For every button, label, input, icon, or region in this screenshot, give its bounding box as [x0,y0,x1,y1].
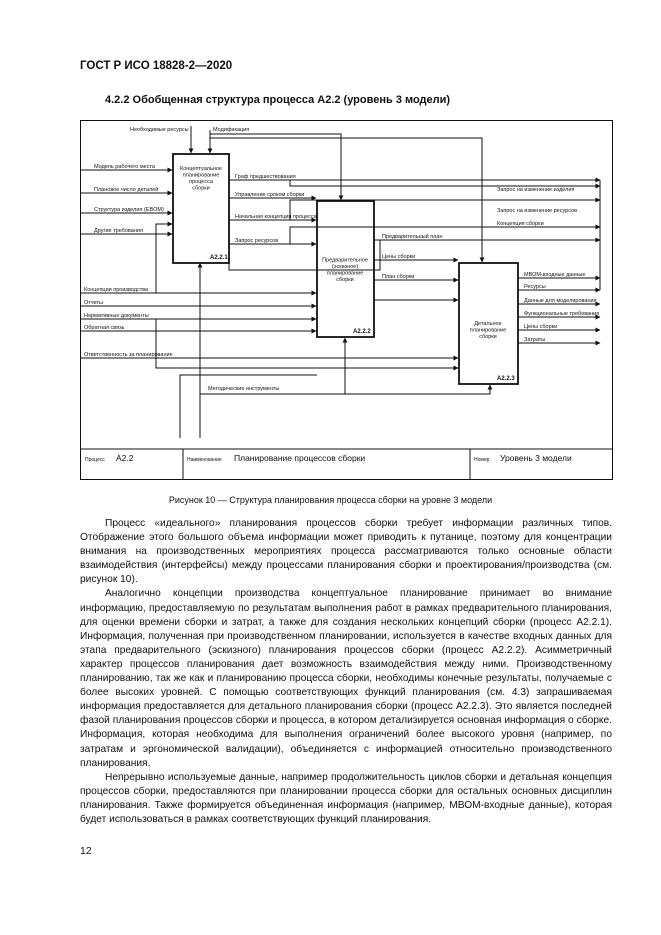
output-label-mbom: МВОМ-входные данные [524,272,586,278]
output-label-costs: Затраты [524,337,546,343]
page-number: 12 [80,845,92,857]
box2-number: A2.2.2 [353,329,371,335]
document-header: ГОСТ Р ИСО 18828-2—2020 [80,60,233,72]
output-label-assembly-time: Управление сроком сборки [235,192,305,198]
footer-node-label: Процесс [85,457,105,463]
idef0-svg [80,120,613,480]
input-label-other-requirements: Другие требования [94,228,143,234]
paragraph-1: Процесс «идеального» планирования процессов сборки требует информации различных типов. Отображение этого большого объема информации может приводить к путанице, поэтому для концентрации внимания на производственных мероприятиях процесса рассматриваются только основные области взаимодействия (интерфейсы) между процессами планирования сборки и проектирования/производства (см. рисунок 10). [80,518,612,586]
footer-name-value: Планирование процессов сборки [234,453,366,463]
input-label-production-concepts: Концепции производства [84,287,149,293]
control-label-modification: Модификация [213,127,250,133]
paragraph-2: Аналогично концепции производства концептуальное планирование принимает во внимание информацию, предоставляемую по результатам выполнения работ в рамках предварительного планирования, для оценки времени сборки и затрат, а также для создания нескольких концепций сборки (процесс A2.2.1). Информация, полученная при производственном планировании, используется в качестве входных данных для этапа предварительного (эскизного) планирования процессов сборки (процесс A2.2.2). Асимметричный характер процессов планирования дает возможность взаимодействия между ними. Производственному планированию, так же как и планированию процесса сборки, необходимы конечные результаты, получаемые с более высоких уровней. С помощью соответствующих функций планирования (см. 4.3) запрашиваемая информация предоставляется для детального планирования сборки (процесс A2.2.3). Это является последней фазой планирования процессов сборки и процесса, в котором детализируется основная информация о сборке. Информация, которая необходима для выполнения ограничений более высокого уровня (например, по затратам и эргономической валидации), объединяется с информацией относительно производственного планирования. [80,588,612,769]
output-label-assembly-concept: Концепция сборки [497,221,544,227]
section-title: 4.2.2 Обобщенная структура процесса А2.2 (уровень 3 модели) [105,94,451,106]
input-label-workplace-model: Модель рабочего места [94,164,155,170]
box3-number: A2.2.3 [497,376,515,382]
paragraph-3: Непрерывно используемые данные, например продолжительность циклов сборки и детальная концепция процессов сборки, предоставляются при планировании процесса сборки для остальных основных дисциплин планирования. Также формируется объединенная информация (например, МВОМ-входные данные), которая будет использоваться в рамках соответствующих функций планирования. [80,771,612,825]
input-label-normative-docs: Нормативные документы [84,313,149,319]
box2-title: Предварительное (эскизное) планирование сборки [322,257,368,283]
box1-number: A2.2.1 [210,255,228,261]
output-label-initial-concept: Начальная концепция процесса [235,214,317,220]
body-text [80,517,612,827]
input-label-feedback: Обратная связь [84,325,125,331]
input-label-planning-responsibility: Ответственность за планирование [84,352,173,358]
input-label-ebom: Структура изделия (EBOM) [94,207,164,213]
output-label-assembly-plan: План сборки [382,274,415,280]
footer-number-label: Номер [474,457,490,463]
figure-caption: Рисунок 10 — Структура планирования процесса сборки на уровне 3 модели [168,495,493,505]
box1-title: Концептуальное планирование процесса сборки [180,166,222,192]
box3-title: Детальное планирование сборки [469,321,507,340]
control-label-resources: Необходимые ресурсы [130,127,189,133]
output-label-product-change: Запрос на изменение изделия [497,187,575,193]
output-label-simulation-data: Данные для моделирования [524,298,597,304]
input-label-planned-parts: Плановое число деталей [94,187,159,193]
output-label-resources: Ресурсы [524,284,546,290]
output-label-assembly-prices: Цены сборки [382,254,416,260]
footer-node-value: A2.2 [116,453,134,463]
mechanism-label: Методические инструменты [208,386,280,392]
idef0-diagram [80,120,613,480]
footer-number-value: Уровень 3 модели [500,453,572,463]
output-label-functional-req: Функциональные требования [524,311,600,317]
output-label-preliminary-plan: Предварительный план [382,234,443,240]
output-label-resource-request: Запрос ресурсов [235,238,279,244]
output-label-resource-change: Запрос на изменение ресурсов [497,208,578,214]
output-label-precedence-graph: Граф предшествования [235,174,296,180]
output-label-assembly-prices-2: Цены сборки [524,324,558,330]
footer-name-label: Наименование [187,457,222,463]
input-label-reports: Отчеты [84,300,104,306]
